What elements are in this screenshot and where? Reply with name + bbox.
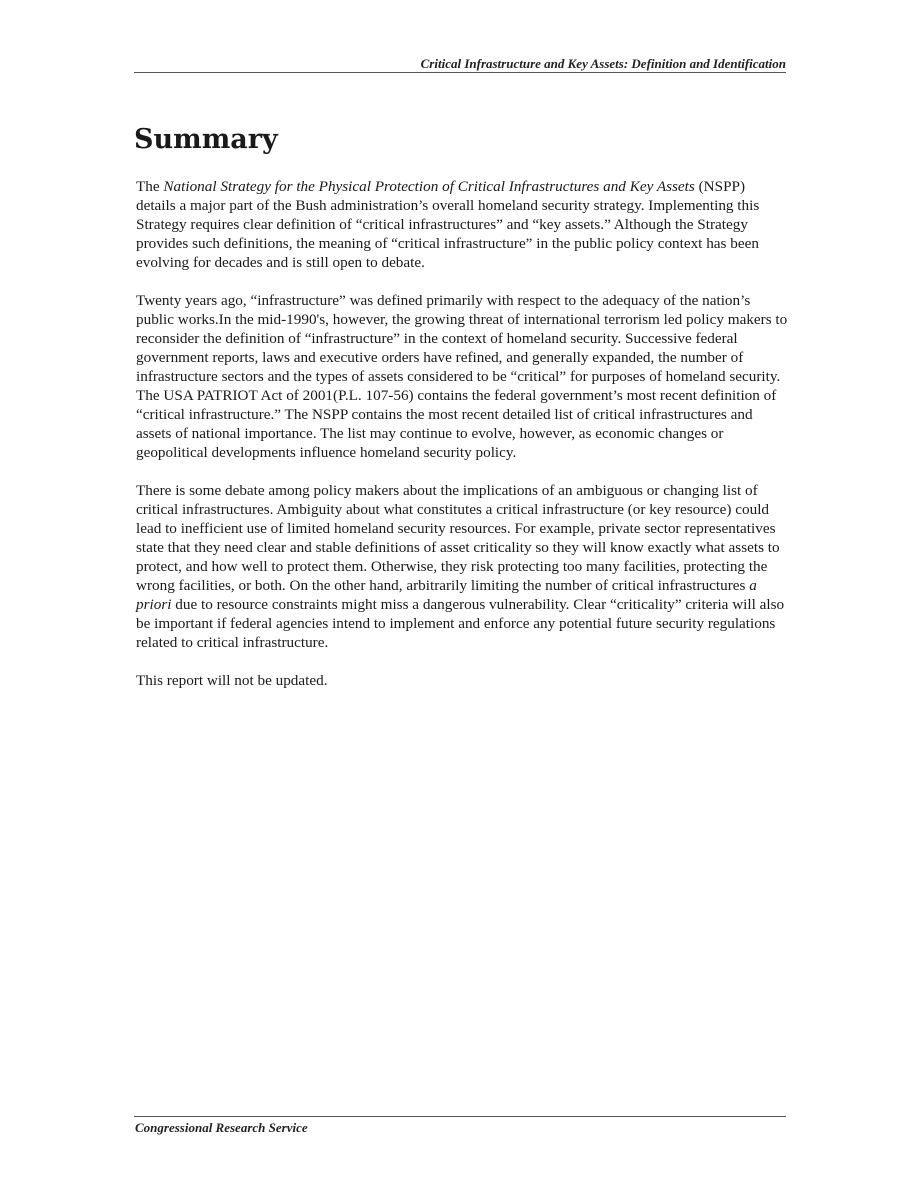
paragraph-1-rest: (NSPP) details a major part of the Bush administration’s overall homeland security strategy. Implementing this Strategy requires clear definition of “critical infrastructures” and “key assets.” Although the Strategy provides such definitions, the meaning of “critical infrastructure” in the public policy context has been evolving for decades and is still open to debate. [136,178,760,271]
running-header: Critical Infrastructure and Key Assets: Definition and Identification [420,56,786,71]
paragraph-1-strategy-title: National Strategy for the Physical Protection of Critical Infrastructures and Key Assets [163,178,695,195]
page-title: Summary [134,124,278,155]
footer-rule [134,1116,786,1117]
footer-text: Congressional Research Service [135,1120,308,1135]
paragraph-3 [136,481,788,652]
paragraph-1-intro: The [136,178,164,195]
paragraph-4: This report will not be updated. [136,672,328,689]
paragraph-2: Twenty years ago, “infrastructure” was defined primarily with respect to the adequacy of the nation’s public works.In the mid-1990's, however, the growing threat of international terrorism led policy makers to reconsider the definition of “infrastructure” in the context of homeland security. Successive federal government reports, laws and executive orders have refined, and generally expanded, the number of infrastructure sectors and the types of assets considered to be “critical” for purposes of homeland security. The USA PATRIOT Act of 2001(P.L. 107-56) contains the federal government’s most recent definition of “critical infrastructure.” The NSPP contains the most recent detailed list of critical infrastructures and assets of national importance. The list may continue to evolve, however, as economic changes or geopolitical developments influence homeland security policy. [136,292,788,461]
header-rule [134,72,786,73]
summary-body [136,177,788,709]
paragraph-1 [136,177,788,272]
paragraph-3-start: There is some debate among policy makers about the implications of an ambiguous or changing list of critical infrastructures. Ambiguity about what constitutes a critical infrastructure (or key resource) could lead to inefficient use of limited homeland security resources. For example, private sector representatives state that they need clear and stable definitions of asset criticality so they will know exactly what assets to protect, and how well to protect them. Otherwise, they risk protecting too many facilities, protecting the wrong facilities, or both. On the other hand, arbitrarily limiting the number of critical infrastructures [136,482,780,594]
paragraph-3-end: due to resource constraints might miss a dangerous vulnerability. Clear “criticality” criteria will also be important if federal agencies intend to implement and enforce any potential future security regulations related to critical infrastructure. [136,596,785,651]
paragraph-3-a-priori: a priori [136,577,757,613]
